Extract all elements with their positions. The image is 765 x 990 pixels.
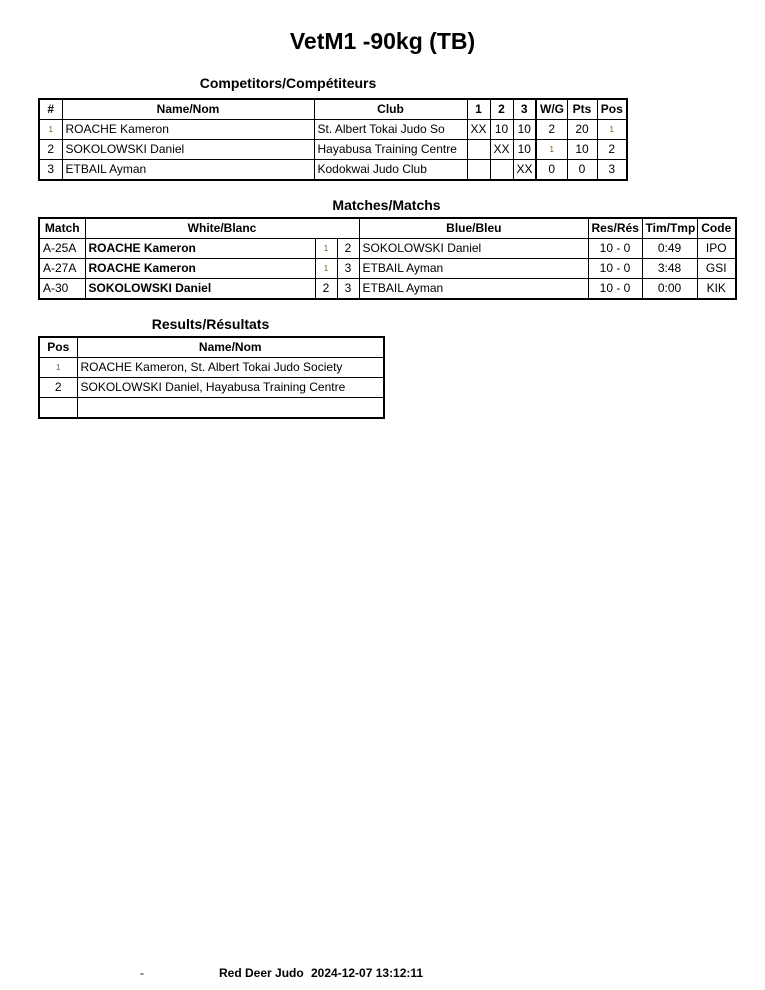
match-id: A-27A [39,259,85,279]
score-2: 10 [490,120,513,140]
blue-num: 3 [337,279,359,300]
table-row [39,239,736,259]
col-m3: 3 [513,99,536,120]
competitor-club: Kodokwai Judo Club [314,160,467,181]
table-row [39,259,736,279]
wins: 0 [536,160,567,181]
score-3: XX [513,160,536,181]
score-3: 10 [513,140,536,160]
score-1: XX [467,120,490,140]
table-row [39,378,384,398]
result-pos: 2 [39,378,77,398]
competitors-header-row [39,99,627,120]
matches-table [38,217,737,300]
blue-player: SOKOLOWSKI Daniel [359,239,588,259]
col-match: Match [39,218,85,239]
match-code: IPO [697,239,736,259]
matches-header-row [39,218,736,239]
white-num: 1 [315,239,337,259]
competitor-club: Hayabusa Training Centre [314,140,467,160]
footer-org: Red Deer Judo [219,966,304,980]
col-num: # [39,99,62,120]
col-name: Name/Nom [62,99,314,120]
match-code: KIK [697,279,736,300]
col-name: Name/Nom [77,337,384,358]
result-pos: 1 [39,358,77,378]
col-pos: Pos [597,99,627,120]
blue-num: 2 [337,239,359,259]
col-blue: Blue/Bleu [359,218,588,239]
table-row [39,120,627,140]
competitor-num: 1 [39,120,62,140]
competitor-name: ETBAIL Ayman [62,160,314,181]
white-player: SOKOLOWSKI Daniel [85,279,315,300]
competitor-name: SOKOLOWSKI Daniel [62,140,314,160]
col-pts: Pts [567,99,597,120]
match-result: 10 - 0 [588,279,642,300]
wins: 2 [536,120,567,140]
results-header-row [39,337,384,358]
footer-datetime: 2024-12-07 13:12:11 [311,966,424,980]
match-time: 0:00 [642,279,697,300]
col-wg: W/G [536,99,567,120]
result-pos [39,398,77,419]
result-name: SOKOLOWSKI Daniel, Hayabusa Training Centre [77,378,384,398]
position: 3 [597,160,627,181]
white-num: 2 [315,279,337,300]
table-row [39,279,736,300]
col-white: White/Blanc [85,218,359,239]
score-2 [490,160,513,181]
score-3: 10 [513,120,536,140]
competitors-table [38,98,628,181]
white-player: ROACHE Kameron [85,259,315,279]
match-id: A-30 [39,279,85,300]
result-name [77,398,384,419]
col-pos: Pos [39,337,77,358]
competitors-heading: Competitors/Compétiteurs [199,75,377,91]
match-time: 3:48 [642,259,697,279]
col-club: Club [314,99,467,120]
competitor-num: 2 [39,140,62,160]
points: 10 [567,140,597,160]
col-m1: 1 [467,99,490,120]
points: 0 [567,160,597,181]
blue-player: ETBAIL Ayman [359,279,588,300]
competitor-club: St. Albert Tokai Judo So [314,120,467,140]
competitor-num: 3 [39,160,62,181]
table-row [39,140,627,160]
col-m2: 2 [490,99,513,120]
table-row [39,358,384,378]
col-result: Res/Rés [588,218,642,239]
col-time: Tim/Tmp [642,218,697,239]
score-1 [467,160,490,181]
match-result: 10 - 0 [588,259,642,279]
result-name: ROACHE Kameron, St. Albert Tokai Judo Society [77,358,384,378]
position: 2 [597,140,627,160]
blue-num: 3 [337,259,359,279]
white-num: 1 [315,259,337,279]
col-code: Code [697,218,736,239]
match-code: GSI [697,259,736,279]
footer-dash: - [140,966,144,980]
white-player: ROACHE Kameron [85,239,315,259]
matches-heading: Matches/Matchs [332,197,441,213]
table-row [39,160,627,181]
competitor-name: ROACHE Kameron [62,120,314,140]
match-id: A-25A [39,239,85,259]
points: 20 [567,120,597,140]
wins: 1 [536,140,567,160]
table-row [39,398,384,419]
match-time: 0:49 [642,239,697,259]
results-table [38,336,385,419]
page-title: VetM1 -90kg (TB) [289,28,476,54]
score-2: XX [490,140,513,160]
position: 1 [597,120,627,140]
results-heading: Results/Résultats [151,316,270,332]
blue-player: ETBAIL Ayman [359,259,588,279]
score-1 [467,140,490,160]
match-result: 10 - 0 [588,239,642,259]
